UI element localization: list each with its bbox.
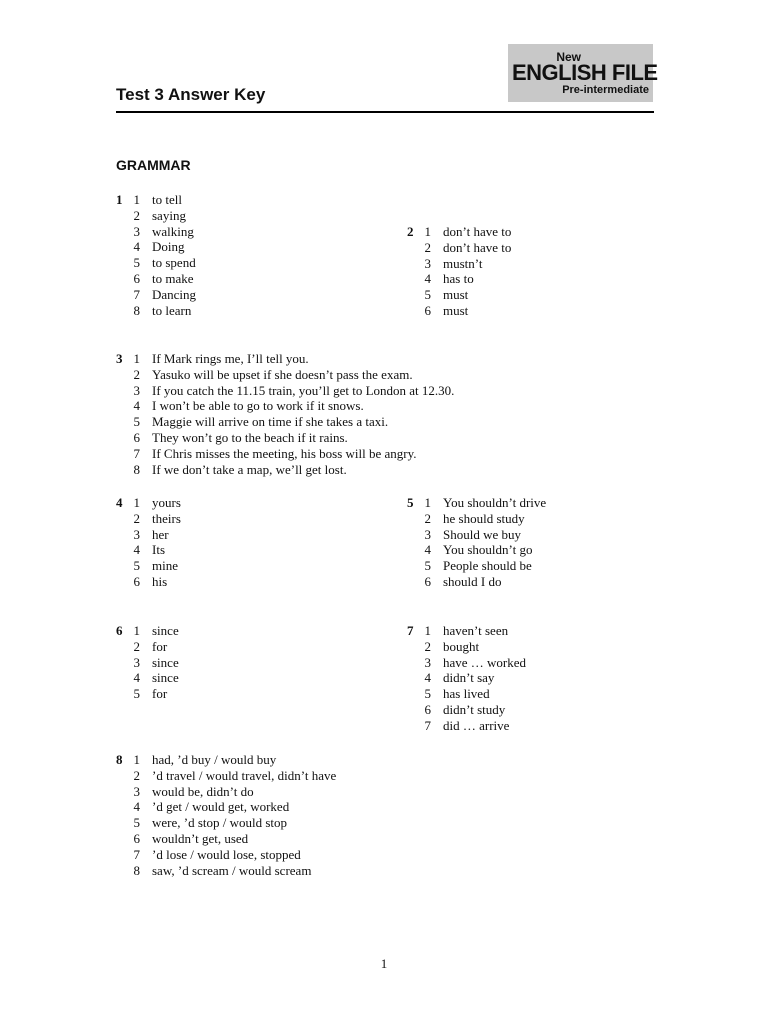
answer-item-number: 2 <box>133 638 140 654</box>
answer-item-number: 1 <box>133 623 140 638</box>
exercise-number: 4 <box>116 495 123 510</box>
answer-item-text: haven’t seen <box>443 623 509 638</box>
answer-item-number: 7 <box>133 846 140 862</box>
exercise-number: 2 <box>407 224 414 239</box>
answer-item-number: 5 <box>424 686 431 702</box>
answer-item-text: If you catch the 11.15 train, you’ll get to London at 12.30. <box>152 382 455 398</box>
answer-item-number: 7 <box>133 286 140 302</box>
answer-item-text: yours <box>152 495 181 510</box>
exercise-number: 3 <box>116 351 123 366</box>
answer-item-number: 5 <box>133 815 140 831</box>
answer-item-text: did … arrive <box>443 717 510 733</box>
answer-item-number: 6 <box>424 573 431 589</box>
answer-item-number: 2 <box>133 510 140 526</box>
answer-item-text: don’t have to <box>443 239 512 255</box>
answer-item-text: since <box>152 623 179 638</box>
exercise-number: 7 <box>407 623 414 638</box>
answer-item-text: his <box>152 573 168 589</box>
answer-item-text: walking <box>152 223 194 239</box>
answer-item-number: 5 <box>133 414 140 430</box>
answer-item-text: saying <box>152 207 186 223</box>
answer-item-number: 6 <box>133 573 140 589</box>
answer-item-text: since <box>152 654 179 670</box>
answer-item-number: 4 <box>424 670 431 686</box>
answer-item-text: must <box>443 287 469 303</box>
answer-item-text: theirs <box>152 510 181 526</box>
answer-item-number: 4 <box>133 398 140 414</box>
answer-item-text: were, ’d stop / would stop <box>152 815 288 831</box>
answer-item-text: has to <box>443 271 474 287</box>
page-title: Test 3 Answer Key <box>116 85 266 104</box>
answer-item-number: 2 <box>424 638 431 654</box>
answer-item-number: 6 <box>133 270 140 286</box>
answer-item-number: 5 <box>424 287 431 303</box>
answer-item-number: 3 <box>133 526 140 542</box>
answer-item-text: Yasuko will be upset if she doesn’t pass the exam. <box>152 366 413 382</box>
answer-item-number: 4 <box>133 799 140 815</box>
answer-item-text: he should study <box>443 510 525 526</box>
answer-item-number: 2 <box>424 239 431 255</box>
answer-item-number: 1 <box>133 351 140 366</box>
answer-item-text: If Chris misses the meeting, his boss will be angry. <box>152 445 417 461</box>
answer-item-text: If we don’t take a map, we’ll get lost. <box>152 461 347 477</box>
answer-item-text: mustn’t <box>443 255 483 271</box>
answer-item-number: 7 <box>424 717 431 733</box>
answer-item-number: 3 <box>133 223 140 239</box>
answer-item-text: has lived <box>443 686 490 702</box>
answer-item-text: have … worked <box>443 654 527 670</box>
answer-item-number: 4 <box>133 239 140 255</box>
answer-item-number: 1 <box>133 752 140 767</box>
exercise-number: 5 <box>407 495 414 510</box>
answer-item-text: had, ’d buy / would buy <box>152 752 277 767</box>
answer-item-text: don’t have to <box>443 224 512 239</box>
answer-item-number: 5 <box>133 255 140 271</box>
answer-item-number: 1 <box>424 495 431 510</box>
page-number: 1 <box>380 956 388 971</box>
answer-item-number: 3 <box>424 654 431 670</box>
answer-item-number: 2 <box>424 510 431 526</box>
answer-item-text: didn’t study <box>443 701 506 717</box>
answer-item-number: 4 <box>424 542 431 558</box>
answer-item-number: 6 <box>133 830 140 846</box>
answer-item-text: I won’t be able to go to work if it snows. <box>152 398 364 414</box>
answer-item-text: ’d lose / would lose, stopped <box>152 846 301 862</box>
answer-item-number: 3 <box>133 382 140 398</box>
answer-item-number: 7 <box>133 445 140 461</box>
answer-item-number: 1 <box>133 495 140 510</box>
answer-item-number: 8 <box>133 862 140 878</box>
answer-item-number: 3 <box>424 255 431 271</box>
exercise-number: 1 <box>116 192 123 207</box>
answer-item-number: 3 <box>424 526 431 542</box>
exercise-number: 6 <box>116 623 123 638</box>
answer-item-number: 5 <box>133 558 140 574</box>
answer-item-text: They won’t go to the beach if it rains. <box>152 429 348 445</box>
answer-item-number: 8 <box>133 461 140 477</box>
answer-item-text: didn’t say <box>443 670 495 686</box>
answer-item-text: since <box>152 670 179 686</box>
answer-item-text: Should we buy <box>443 526 521 542</box>
answer-item-text: must <box>443 302 469 318</box>
answer-item-text: her <box>152 526 169 542</box>
logo-title-text: ENGLISH FILE <box>512 60 658 85</box>
answer-item-text: ’d travel / would travel, didn’t have <box>152 767 337 783</box>
answer-item-text: Its <box>152 542 165 558</box>
answer-item-number: 6 <box>133 429 140 445</box>
answer-item-number: 8 <box>133 302 140 318</box>
answer-item-text: to spend <box>152 255 196 271</box>
answer-item-number: 5 <box>133 686 140 702</box>
answer-item-text: If Mark rings me, I’ll tell you. <box>152 351 309 366</box>
answer-item-number: 6 <box>424 701 431 717</box>
answer-item-text: Doing <box>152 239 185 255</box>
answer-item-text: for <box>152 638 168 654</box>
logo-new-text: New <box>556 50 581 64</box>
answer-item-text: bought <box>443 638 480 654</box>
answer-item-number: 1 <box>424 224 431 239</box>
answer-item-text: saw, ’d scream / would scream <box>152 862 312 878</box>
answer-item-text: to make <box>152 270 194 286</box>
answer-item-number: 2 <box>133 366 140 382</box>
answer-item-text: wouldn’t get, used <box>152 830 249 846</box>
answer-item-number: 4 <box>133 670 140 686</box>
answer-item-text: should I do <box>443 573 502 589</box>
answer-item-number: 2 <box>133 207 140 223</box>
answer-item-number: 1 <box>424 623 431 638</box>
answer-item-number: 2 <box>133 767 140 783</box>
answer-item-number: 1 <box>133 192 140 207</box>
answer-item-text: Maggie will arrive on time if she takes a taxi. <box>152 414 389 430</box>
answer-item-number: 4 <box>424 271 431 287</box>
answer-item-text: mine <box>152 558 178 574</box>
title-divider <box>116 111 654 113</box>
answer-item-text: to tell <box>152 192 182 207</box>
answer-item-number: 3 <box>133 654 140 670</box>
answer-item-text: for <box>152 686 168 702</box>
answer-item-text: You shouldn’t drive <box>443 495 547 510</box>
answer-item-text: Dancing <box>152 286 197 302</box>
answer-item-text: would be, didn’t do <box>152 783 254 799</box>
exercise-number: 8 <box>116 752 123 767</box>
answer-item-number: 5 <box>424 558 431 574</box>
answer-item-number: 6 <box>424 302 431 318</box>
answer-item-text: People should be <box>443 558 532 574</box>
answer-item-text: ’d get / would get, worked <box>152 799 290 815</box>
answer-item-text: You shouldn’t go <box>443 542 533 558</box>
answer-item-number: 4 <box>133 542 140 558</box>
answer-item-number: 3 <box>133 783 140 799</box>
section-heading: GRAMMAR <box>116 157 191 173</box>
new-english-file-logo <box>508 44 658 102</box>
logo-level-text: Pre-intermediate <box>562 84 649 96</box>
answer-item-text: to learn <box>152 302 192 318</box>
